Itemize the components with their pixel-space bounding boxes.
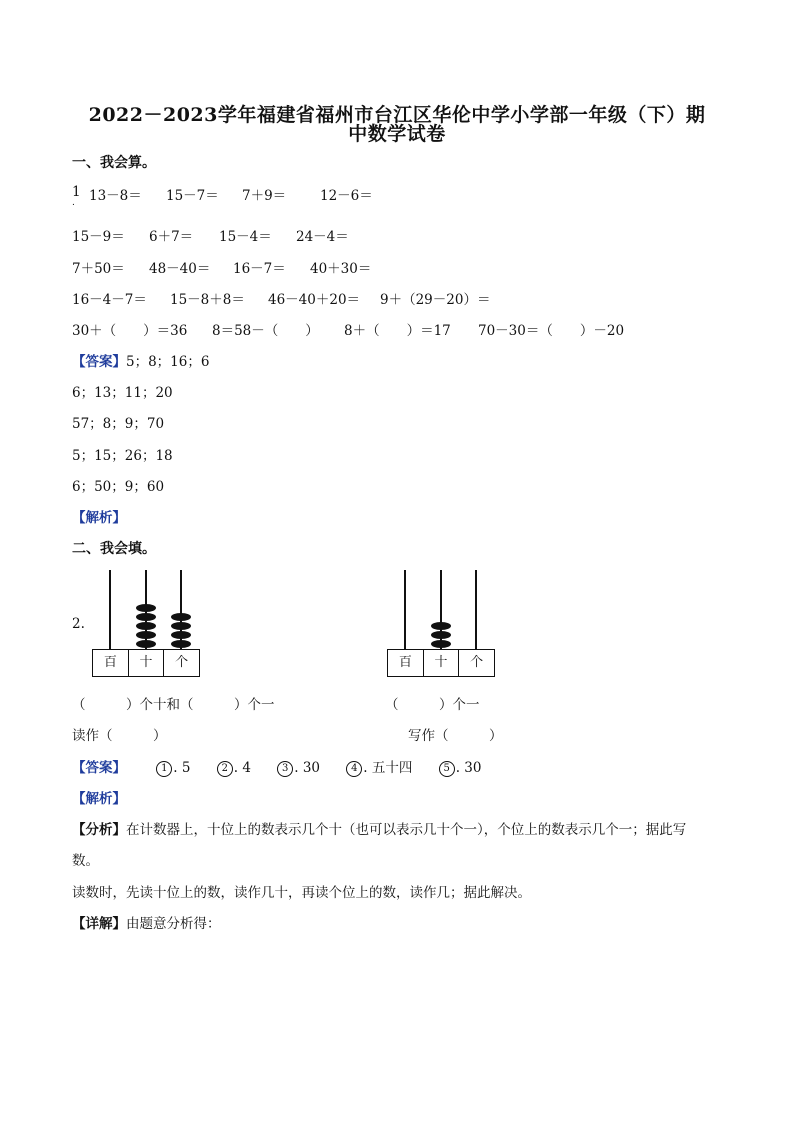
equation: 15－8＋8＝ — [170, 292, 245, 308]
section2-heading: 二、我会填。 — [72, 541, 156, 557]
equation: 15－7＝ — [166, 188, 219, 204]
equation: 70－30＝（ ）－20 — [478, 323, 625, 339]
section1-heading: 一、我会算。 — [72, 155, 156, 171]
answer-text: 5；8；16；6 — [126, 354, 210, 370]
answer-value: . 五十四 — [363, 760, 413, 776]
abacus-bead — [136, 613, 156, 621]
equation: 6＋7＝ — [149, 229, 194, 245]
equation: 15－4＝ — [219, 229, 272, 245]
equation: 8＋（ ）＝17 — [344, 323, 451, 339]
abacus-bead — [431, 622, 451, 630]
answer-item — [156, 760, 190, 777]
answer-text: 6；50；9；60 — [72, 479, 165, 495]
answer-item — [217, 760, 251, 777]
detail-text: 由题意分析得： — [126, 916, 221, 932]
abacus-bead — [171, 631, 191, 639]
equation: 7＋9＝ — [242, 188, 287, 204]
answer-item — [346, 756, 412, 777]
answer-line — [72, 350, 209, 370]
equation: 46－40＋20＝ — [268, 292, 361, 308]
abacus-bead — [136, 631, 156, 639]
abacus-bead — [136, 640, 156, 648]
place-tens-label: 十 — [424, 650, 460, 676]
answer-item — [439, 760, 482, 777]
equation: 40＋30＝ — [310, 261, 372, 277]
write-as-blank: 写作（ ） — [408, 728, 503, 744]
place-hundreds-label: 百 — [93, 650, 129, 676]
answer-label: 【答案】 — [72, 760, 126, 776]
analysis-paragraph — [72, 818, 686, 838]
fill-blank-tens-ones: （ ）个十和（ ）个一 — [72, 697, 275, 713]
question-number: 1 — [72, 184, 81, 200]
answer-text: 5；15；26；18 — [72, 448, 173, 464]
circled-number: 2 — [217, 761, 233, 777]
answer-text: 57；8；9；70 — [72, 416, 165, 432]
answer-value: . 5 — [173, 760, 191, 776]
answer-value: . 30 — [455, 760, 482, 776]
abacus-rod-hundreds — [404, 570, 406, 650]
read-as-blank: 读作（ ） — [72, 728, 167, 744]
abacus-bead — [171, 640, 191, 648]
document-title-line2: 中数学试卷 — [348, 123, 446, 145]
equation: 7＋50＝ — [72, 261, 125, 277]
place-ones-label: 个 — [470, 655, 484, 670]
abacus-bead — [136, 604, 156, 612]
place-ones-label: 个 — [175, 655, 189, 670]
answer-line — [72, 756, 503, 777]
equation: 9＋（29－20）＝ — [380, 292, 491, 308]
abacus-bead — [171, 613, 191, 621]
abacus-right — [387, 570, 495, 676]
answer-value: . 4 — [233, 760, 251, 776]
equation: 12－6＝ — [320, 188, 373, 204]
equation: 15－9＝ — [72, 229, 125, 245]
analysis-label: 【解析】 — [72, 510, 126, 526]
place-tens-label: 十 — [129, 650, 165, 676]
equation: 8＝58－（ ） — [212, 323, 319, 339]
reading-rule-text: 读数时，先读十位上的数，读作几十，再读个位上的数，读作几；据此解决。 — [72, 885, 531, 901]
question-number-dot: . — [72, 198, 75, 208]
circled-number: 3 — [277, 761, 293, 777]
answer-value: . 30 — [294, 760, 320, 776]
abacus-rod-hundreds — [109, 570, 111, 650]
answer-text: 6；13；11；20 — [72, 385, 173, 401]
place-value-labels — [92, 649, 200, 677]
document-title-line1: 2022－2023学年福建省福州市台江区华伦中学小学部一年级（下）期 — [88, 104, 706, 126]
analysis-label: 【解析】 — [72, 791, 126, 807]
analysis-continuation: 数。 — [72, 853, 99, 869]
equation: 48－40＝ — [149, 261, 211, 277]
circled-number: 5 — [439, 761, 455, 777]
place-value-labels — [387, 649, 495, 677]
abacus-bead — [136, 622, 156, 630]
circled-number: 4 — [346, 761, 362, 777]
detail-paragraph — [72, 912, 221, 932]
answer-item — [277, 760, 320, 777]
equation: 24－4＝ — [296, 229, 349, 245]
place-hundreds-label: 百 — [388, 650, 424, 676]
circled-number: 1 — [156, 761, 172, 777]
answer-label: 【答案】 — [72, 354, 126, 370]
equation: 16－4－7＝ — [72, 292, 147, 308]
equation: 13－8＝ — [89, 188, 142, 204]
equation: 16－7＝ — [233, 261, 286, 277]
question-number: 2. — [72, 616, 85, 632]
fill-blank-ones: （ ）个一 — [385, 697, 480, 713]
fenxi-label: 【分析】 — [72, 822, 126, 838]
detail-label: 【详解】 — [72, 916, 126, 932]
equation: 30＋（ ）＝36 — [72, 323, 188, 339]
abacus-rod-ones — [475, 570, 477, 650]
fenxi-text: 在计数器上，十位上的数表示几个十（也可以表示几十个一），个位上的数表示几个一；据此写 — [126, 822, 687, 838]
abacus-bead — [431, 640, 451, 648]
abacus-bead — [171, 622, 191, 630]
abacus-left — [92, 570, 200, 676]
abacus-bead — [431, 631, 451, 639]
question1-row1 — [72, 184, 373, 208]
